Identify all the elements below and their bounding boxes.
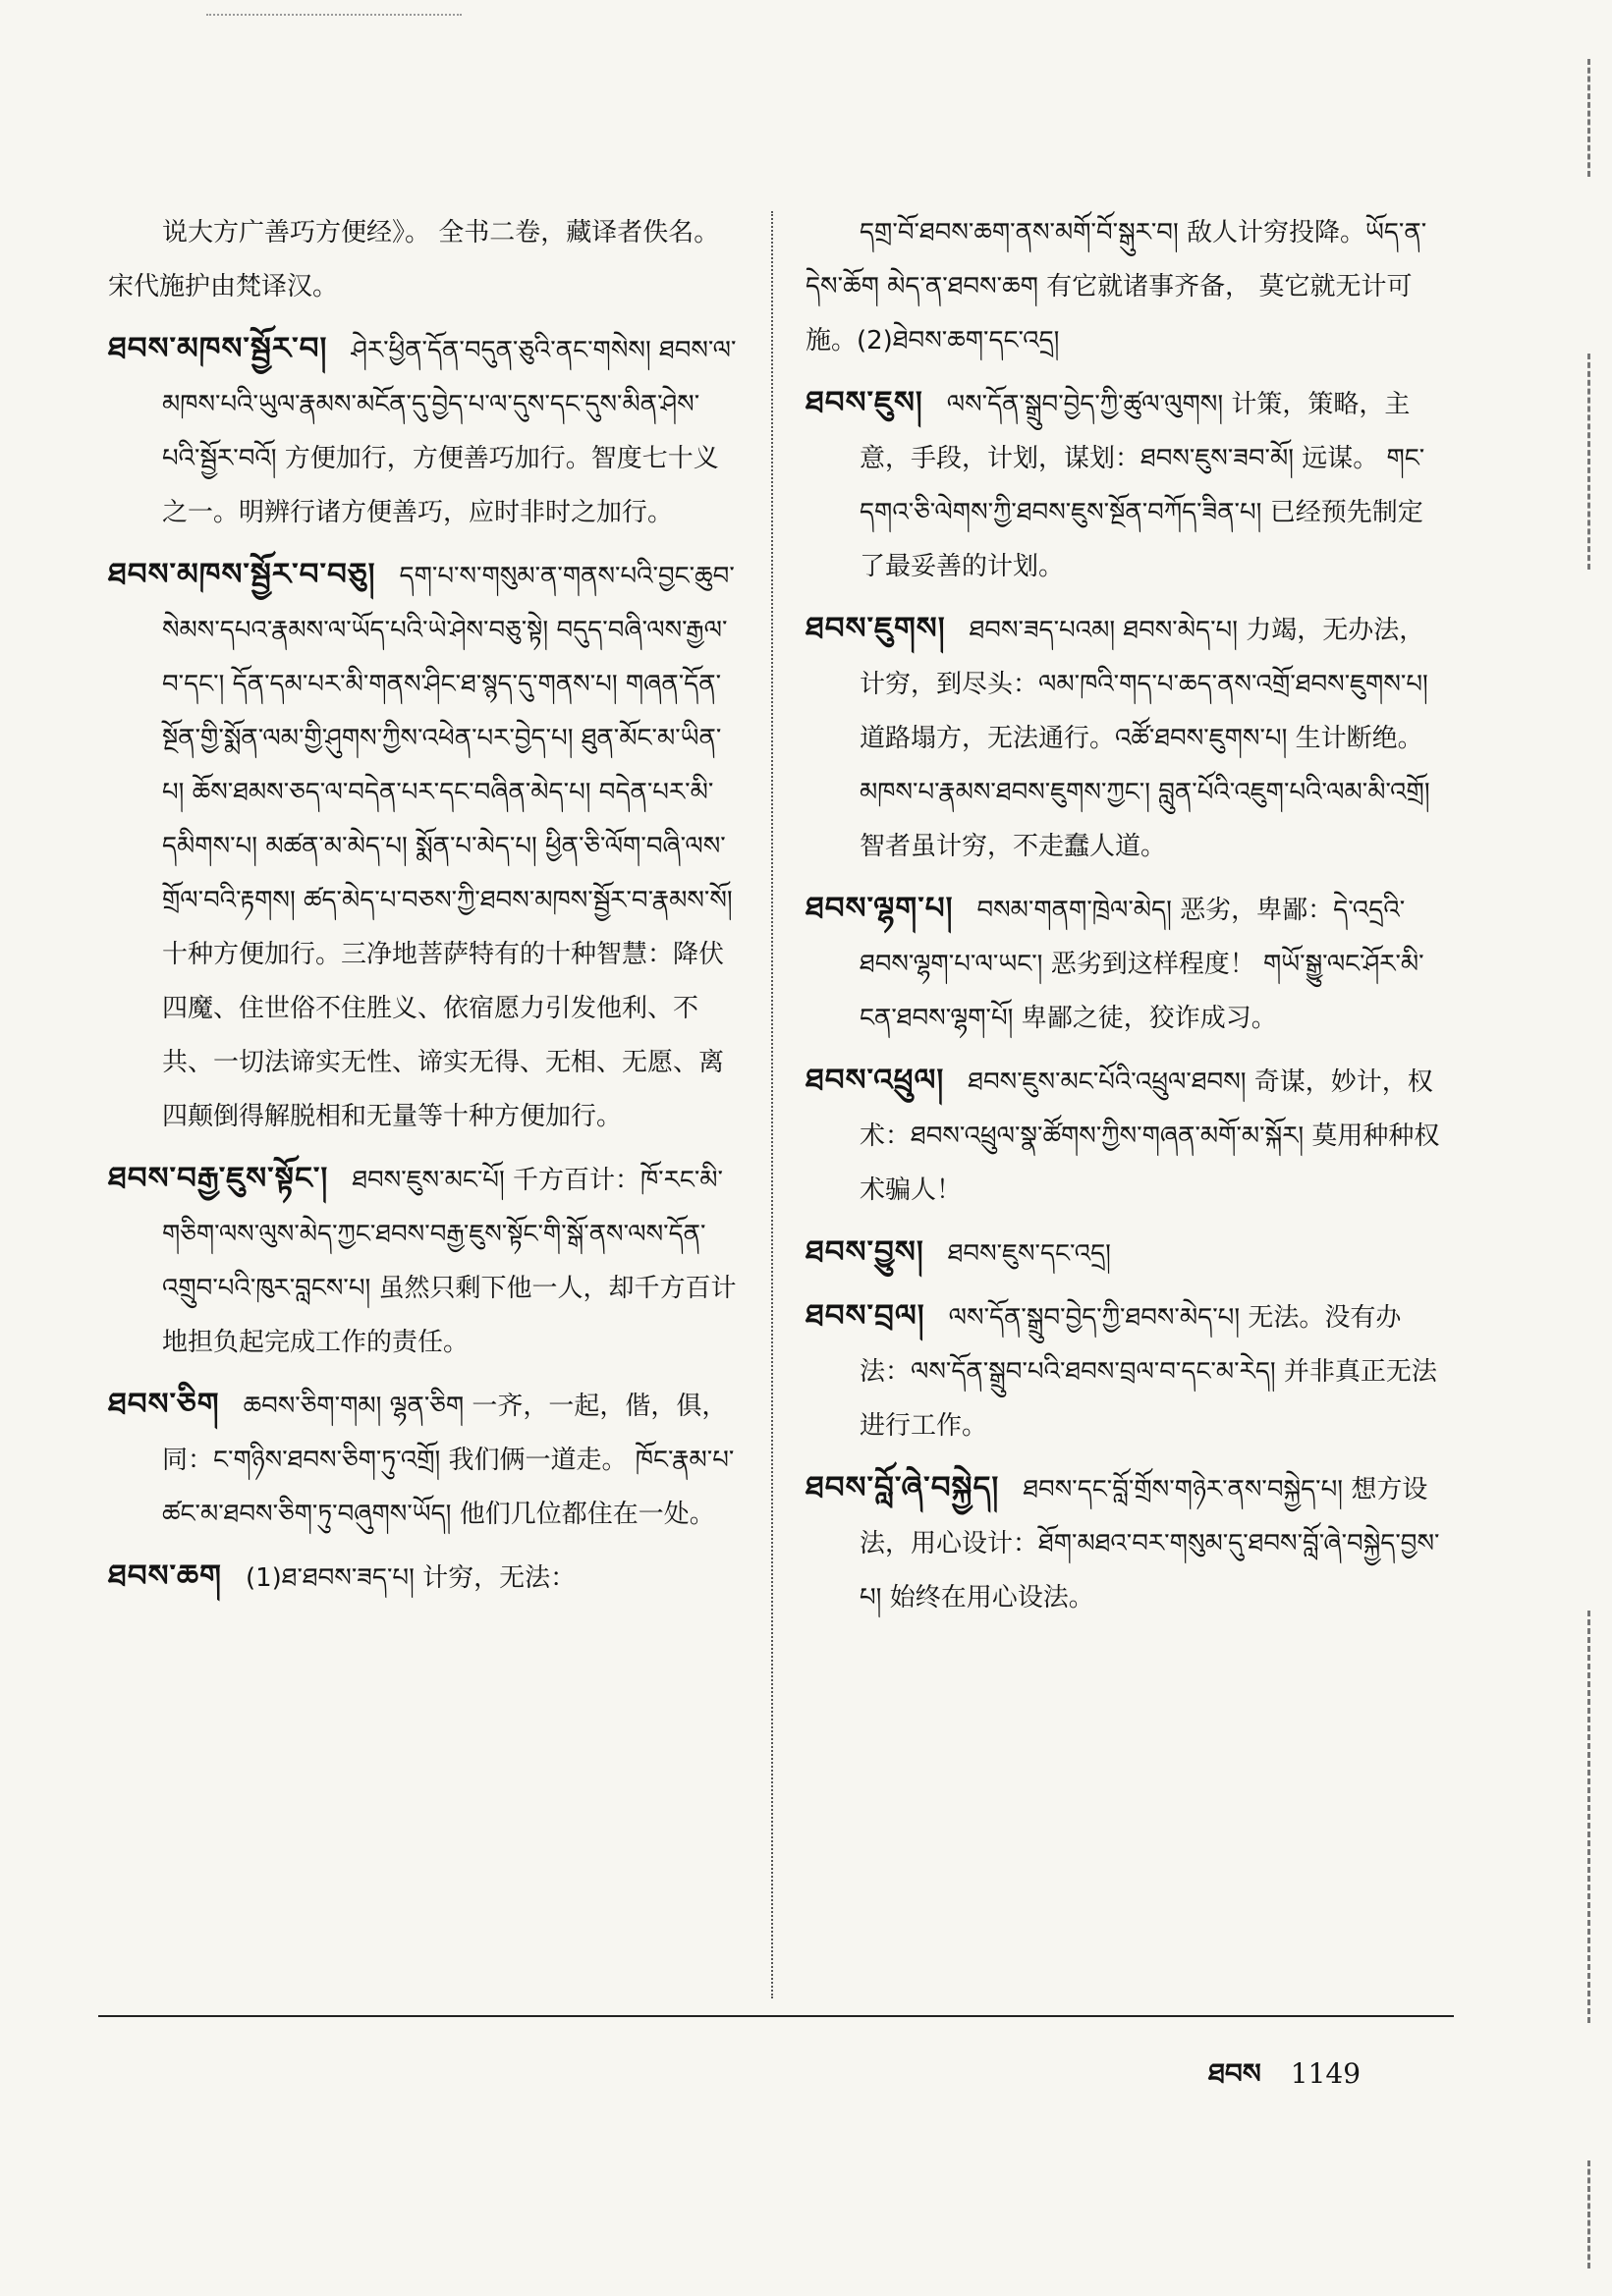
page-footer xyxy=(1208,2043,1361,2120)
dictionary-entry xyxy=(806,1461,1444,1625)
entry-headword: ཐབས་ལྷག་པ། xyxy=(806,891,954,926)
entry-headword: ཐབས་བརྒྱ་ཇུས་སྟོང་། xyxy=(108,1161,329,1196)
entry-text: དག་པ་ས་གསུམ་ན་གནས་པའི་བྱང་ཆུབ་སེམས་དཔའ་རྣམས་ལ་ཡོད་པའི་ཡེ་ཤེས་བཅུ་སྟེ། བདུད་བཞི་ལས་རྒྱལ་བ་དང་། དོན་དམ་པར་མི་གནས་ཤིང་ཐ་སྙད་དུ་གནས་པ། གཞན་དོན་སྔོན་གྱི་སྨོན་ལམ་གྱི་ཤུགས་ཀྱིས་འཕེན་པར་བྱེད་པ། ཐུན་མོང་མ་ཡིན་པ། ཆོས་ཐམས་ཅད་ལ་བདེན་པར་དང་བཞིན་མེད་པ། བདེན་པར་མི་དམིགས་པ། མཚན་མ་མེད་པ། སྨོན་པ་མེད་པ། ཕྱིན་ཅི་ལོག་བཞི་ལས་གྲོལ་བའི་རྟགས། ཚད་མེད་པ་བཅས་ཀྱི་ཐབས་མཁས་སྦྱོར་བ་རྣམས་སོ། 十种方便加行。三净地菩萨特有的十种智慧：降伏四魔、住世俗不住胜义、依宿愿力引发他利、不共、一切法谛实无性、谛实无得、无相、无愿、离四颠倒得解脱相和无量等十种方便加行。 xyxy=(162,562,735,1131)
dictionary-entry xyxy=(108,322,737,540)
footer-rule xyxy=(98,2015,1454,2017)
entry-text: ཐབས་ཟད་པའམ། ཐབས་མེད་པ། 力竭，无办法，计穷，到尽头：ལམ་ཁའི་གད་པ་ཆད་ནས་འགྲོ་ཐབས་ཇུགས་པ། 道路塌方，无法通行。འཚོ་ཐབས་ཇུགས་པ། 生计断绝。མཁས་པ་རྣམས་ཐབས་ཇུགས་ཀྱང་། བླུན་པོའི་འཇུག་པའི་ལམ་མི་འགྲོ། 智者虽计穷，不走蠢人道。 xyxy=(860,616,1430,861)
running-headword: ཐབས xyxy=(1208,2057,1261,2090)
entry-headword: ཐབས་འཕྲུལ། xyxy=(806,1063,945,1098)
entry-text: ལས་དོན་སྒྲུབ་བྱེད་ཀྱི་ཚུལ་ལུགས། 计策，策略，主意，手段，计划，谋划：ཐབས་ཇུས་ཟབ་མོ། 远谋。 གང་དགའ་ཅི་ལེགས་ཀྱི་ཐབས་ཇུས་སྔོན་བཀོད་ཟིན་པ། 已经预先制定了最妥善的计划。 xyxy=(860,390,1425,581)
entry-text: (1)ཐ་ཐབས་ཟད་པ། 计穷，无法： xyxy=(245,1563,577,1593)
entry-headword: ཐབས་མཁས་སྦྱོར་བ། xyxy=(108,331,328,366)
entry-headword: ཐབས་ཆག xyxy=(108,1558,222,1594)
dictionary-entry xyxy=(806,882,1444,1046)
entry-text: ཆབས་ཅིག་གམ། ལྷན་ཅིག 一齐，一起，偕，俱，同：ང་གཉིས་ཐབས་ཅིག་ཏུ་འགྲོ། 我们俩一道走。 ཁོང་རྣམ་པ་ཚང་མ་ཐབས་ཅིག་ཏུ་བཞུགས་ཡོད། 他们几位都住在一处。 xyxy=(162,1392,735,1529)
entry-headword: ཐབས་བློ་ཞེ་བསྐྱེད། xyxy=(806,1470,1000,1505)
dictionary-entry xyxy=(108,1378,737,1542)
dictionary-entry xyxy=(806,1226,1444,1282)
entry-text: ཤེར་ཕྱིན་དོན་བདུན་ཅུའི་ནང་གསེས། ཐབས་ལ་མཁས་པའི་ཡུལ་རྣམས་མངོན་དུ་བྱེད་པ་ལ་དུས་དང་དུས་མིན་ཤེས་པའི་སྦྱོར་བའོ། 方便加行，方便善巧加行。智度七十义之一。明辨行诸方便善巧，应时非时之加行。 xyxy=(162,336,737,527)
entry-text: ཐབས་ཇུས་མང་པོ། 千方百计：ཁོ་རང་མི་གཅིག་ལས་ལུས་མེད་ཀྱང་ཐབས་བརྒྱ་ཇུས་སྟོང་གི་སྒོ་ནས་ལས་དོན་འགྲུབ་པའི་ཁུར་བླངས་པ། 虽然只剩下他一人，却千方百计地担负起完成工作的责任。 xyxy=(162,1166,737,1357)
entry-text: 说大方广善巧方便经》。 全书二卷，藏译者佚名。宋代施护由梵译汉。 xyxy=(108,218,720,301)
entry-headword: ཐབས་ཅིག xyxy=(108,1387,220,1422)
dictionary-entry xyxy=(108,1152,737,1370)
entry-text: ཐབས་ཇུས་དང་འདྲ། xyxy=(947,1239,1111,1269)
entry-headword: ཐབས་ཇུས། xyxy=(806,385,923,420)
dictionary-entry xyxy=(806,602,1444,874)
entry-headword: ཐབས་ཇུགས། xyxy=(806,611,946,646)
scan-edge-mark xyxy=(1587,59,1598,177)
left-column xyxy=(108,206,737,1613)
scan-noise xyxy=(206,14,462,16)
right-column xyxy=(806,206,1444,1633)
scan-edge-mark xyxy=(1587,1611,1598,2023)
entry-headword: ཐབས་བྱུས། xyxy=(806,1234,924,1270)
entry-text: ཐབས་དང་བློ་གྲོས་གཉེར་ནས་བསྐྱེད་པ། 想方设法，用心设计：ཐོག་མཐའ་བར་གསུམ་དུ་ཐབས་བློ་ཞེ་བསྐྱེད་བྱས་པ། 始终在用心设法。 xyxy=(860,1475,1440,1613)
entry-headword: ཐབས་མཁས་སྦྱོར་བ་བཅུ། xyxy=(108,557,376,592)
entry-headword: ཐབས་བྲལ། xyxy=(806,1298,925,1334)
column-divider xyxy=(771,211,773,1998)
dictionary-entry xyxy=(806,376,1444,594)
page-number: 1149 xyxy=(1290,2057,1362,2090)
dictionary-entry xyxy=(806,1054,1444,1218)
dictionary-entry xyxy=(806,1289,1444,1453)
entry-text: ལས་དོན་སྒྲུབ་བྱེད་ཀྱི་ཐབས་མེད་པ། 无法。没有办法：ལས་དོན་སྒྲུབ་པའི་ཐབས་བྲལ་བ་དང་མ་རེད། 并非真正无法进行工作。 xyxy=(860,1303,1437,1441)
entry-text: དགྲ་བོ་ཐབས་ཆག་ནས་མགོ་བོ་སྒུར་བ། 敌人计穷投降。ཡོད་ན་དེས་ཆོག མེད་ན་ཐབས་ཆག 有它就诸事齐备， 莫它就无计可施。(2)ཐེབས་ཆག་དང་འདྲ། xyxy=(806,218,1427,355)
dictionary-entry xyxy=(108,206,737,314)
entry-text: བསམ་གནག་ཁྲེལ་མེད། 恶劣，卑鄙：དེ་འདྲའི་ཐབས་ལྷག་པ་ལ་ཡང་། 恶劣到这样程度！ གཡོ་སྒྱུ་ལང་ཤོར་མི་ངན་ཐབས་ལྷག་པོ། 卑鄙之徒，狡诈成习。 xyxy=(860,896,1424,1033)
scan-edge-mark xyxy=(1587,354,1598,570)
entry-text: ཐབས་ཇུས་མང་པོའི་འཕྲུལ་ཐབས། 奇谋，妙计，权术：ཐབས་འཕྲུལ་སྣ་ཚོགས་ཀྱིས་གཞན་མགོ་མ་སྐོར། 莫用种种权术骗人！ xyxy=(860,1067,1440,1205)
scan-edge-mark xyxy=(1587,2160,1598,2269)
dictionary-entry xyxy=(108,1550,737,1606)
dictionary-entry xyxy=(806,206,1444,368)
dictionary-entry xyxy=(108,548,737,1144)
